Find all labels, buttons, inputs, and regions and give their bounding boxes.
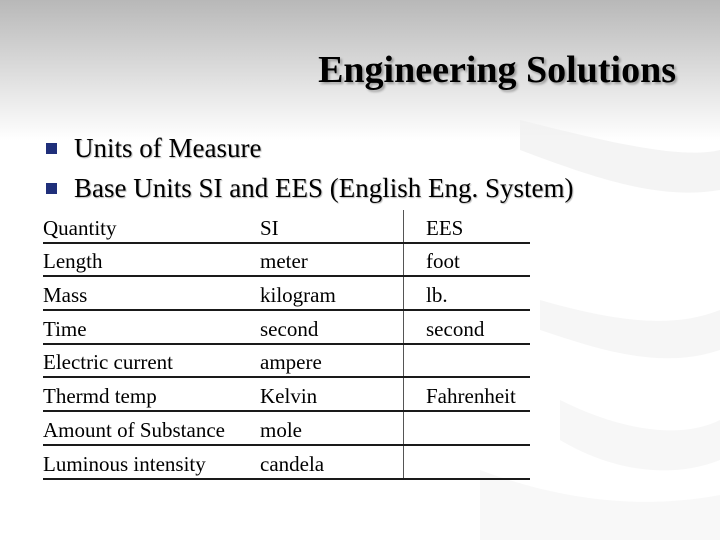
square-bullet-icon	[46, 183, 57, 194]
cell-quantity: Luminous intensity	[43, 445, 258, 479]
cell-ees: foot	[404, 243, 531, 277]
cell-ees	[404, 344, 531, 378]
table-header-row	[43, 210, 530, 243]
cell-quantity: Length	[43, 243, 258, 277]
table-row	[43, 243, 530, 277]
cell-quantity: Time	[43, 310, 258, 344]
cell-ees	[404, 445, 531, 479]
cell-quantity: Electric current	[43, 344, 258, 378]
cell-ees: Fahrenheit	[404, 377, 531, 411]
cell-ees: lb.	[404, 276, 531, 310]
bullet-text: Base Units SI and EES (English Eng. System)	[74, 172, 574, 203]
square-bullet-icon	[46, 143, 57, 154]
table-row	[43, 411, 530, 445]
cell-si: kilogram	[258, 276, 404, 310]
bullet-text: Units of Measure	[74, 132, 262, 163]
cell-ees	[404, 411, 531, 445]
table-row	[43, 377, 530, 411]
cell-si: second	[258, 310, 404, 344]
units-table	[43, 210, 530, 480]
header-si: SI	[258, 210, 404, 243]
cell-si: meter	[258, 243, 404, 277]
table-row	[43, 310, 530, 344]
slide-title: Engineering Solutions	[318, 49, 676, 91]
table-row	[43, 445, 530, 479]
cell-quantity: Amount of Substance	[43, 411, 258, 445]
cell-si: candela	[258, 445, 404, 479]
table-row	[43, 344, 530, 378]
header-quantity: Quantity	[43, 210, 258, 243]
cell-quantity: Mass	[43, 276, 258, 310]
cell-si: Kelvin	[258, 377, 404, 411]
bullet-item	[44, 168, 573, 208]
header-ees: EES	[404, 210, 531, 243]
cell-quantity: Thermd temp	[43, 377, 258, 411]
bullet-list	[44, 128, 573, 208]
cell-si: mole	[258, 411, 404, 445]
bullet-item	[44, 128, 573, 168]
cell-si: ampere	[258, 344, 404, 378]
cell-ees: second	[404, 310, 531, 344]
table-row	[43, 276, 530, 310]
